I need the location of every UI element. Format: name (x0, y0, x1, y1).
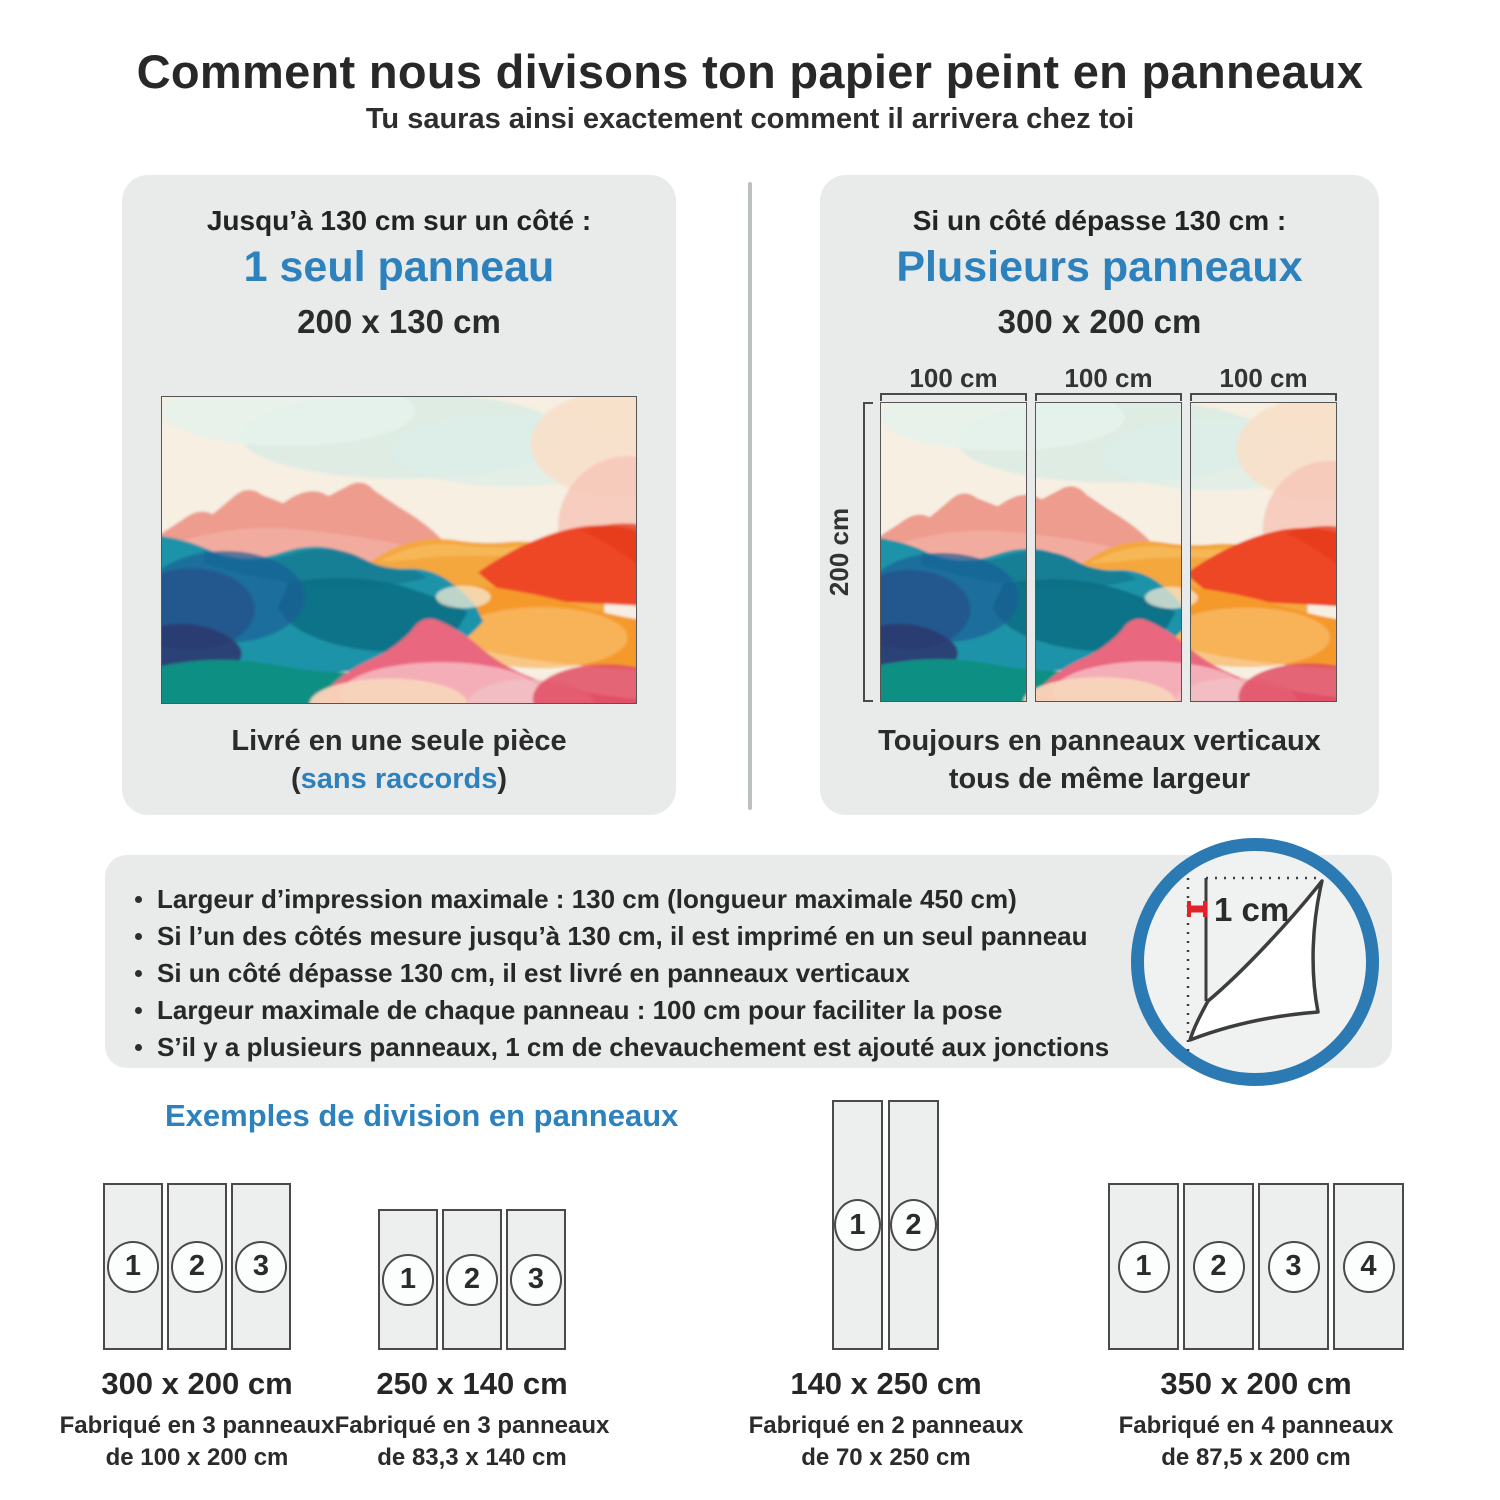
single-panel-size: 200 x 130 cm (297, 303, 501, 340)
example-size: 300 x 200 cm (101, 1366, 293, 1401)
desc-line: de 83,3 x 140 cm (377, 1444, 567, 1471)
multi-panel-card (820, 175, 1379, 815)
example-4-caption (1076, 1366, 1436, 1474)
desc-line: Fabriqué en 4 panneaux (1118, 1412, 1394, 1439)
width-label-2: 100 cm (1064, 363, 1153, 393)
multi-panel-caption (820, 722, 1379, 798)
desc-line: Fabriqué en 3 panneaux (334, 1412, 610, 1439)
single-panel-caption (122, 722, 676, 798)
example-panel (231, 1183, 291, 1350)
examples-heading: Exemples de division en panneaux (165, 1098, 679, 1133)
rule-text: S’il y a plusieurs panneaux, 1 cm de chevauchement est ajouté aux jonctions (157, 1032, 1110, 1062)
example-4-panels (1108, 1183, 1404, 1350)
example-panel (506, 1209, 566, 1350)
caption-line-1: Toujours en panneaux verticaux (878, 725, 1321, 757)
red-measure-mark (1188, 901, 1206, 917)
caption-line-2: tous de même largeur (948, 763, 1251, 795)
panel-number-badge: 2 (171, 1241, 223, 1293)
desc-line: de 70 x 250 cm (801, 1444, 971, 1471)
wallpaper-preview-panels (880, 402, 1337, 702)
desc-line: Fabriqué en 3 panneaux (59, 1412, 335, 1439)
desc-line: de 100 x 200 cm (105, 1444, 289, 1471)
panel-number-badge: 3 (510, 1254, 562, 1306)
example-1-panels (103, 1183, 291, 1350)
example-panel (888, 1100, 939, 1350)
overlap-value-label: 1 cm (1214, 891, 1290, 928)
example-panel (1108, 1183, 1179, 1350)
panel-number-badge: 4 (1343, 1241, 1395, 1293)
panel-height-label: 200 cm (824, 507, 854, 597)
wallpaper-panel-3 (1190, 402, 1337, 702)
paren-close: ) (497, 763, 507, 795)
panel-number-badge: 1 (107, 1241, 159, 1293)
measure-bracket-icon (1190, 393, 1337, 401)
desc-line: de 87,5 x 200 cm (1161, 1444, 1351, 1471)
example-3-caption (706, 1366, 1066, 1474)
example-3-panels (832, 1100, 939, 1350)
multi-panel-size: 300 x 200 cm (997, 303, 1202, 340)
panel-number-badge: 1 (834, 1199, 881, 1251)
example-desc (292, 1410, 652, 1474)
measure-bracket-icon (880, 393, 1027, 401)
width-measure-brackets (880, 393, 1337, 401)
panel-number-badge: 1 (382, 1254, 434, 1306)
example-panel (442, 1209, 502, 1350)
page-curl-icon (1144, 851, 1366, 1073)
example-size: 250 x 140 cm (376, 1366, 568, 1401)
wallpaper-panel-1 (880, 402, 1027, 702)
wallpaper-panel-2 (1035, 402, 1182, 702)
example-panel (1333, 1183, 1404, 1350)
multi-panel-highlight: Plusieurs panneaux (896, 243, 1303, 291)
example-panel (167, 1183, 227, 1350)
single-panel-condition: Jusqu’à 130 cm sur un côté : (206, 205, 592, 236)
width-label-1: 100 cm (909, 363, 998, 393)
page-title: Comment nous divisons ton papier peint en panneaux (136, 45, 1364, 98)
example-panel (378, 1209, 438, 1350)
rule-text: Si l’un des côtés mesure jusqu’à 130 cm, il est imprimé en un seul panneau (157, 921, 1088, 951)
example-panel (1258, 1183, 1329, 1350)
paren-open: ( (290, 763, 301, 795)
overlap-badge (1131, 838, 1379, 1086)
measure-bracket-icon (1035, 393, 1182, 401)
panel-number-badge: 2 (1193, 1241, 1245, 1293)
example-panel (832, 1100, 883, 1350)
example-panel (103, 1183, 163, 1350)
height-measure-bracket-icon (863, 402, 873, 702)
page-subtitle: Tu sauras ainsi exactement comment il arrivera chez toi (365, 103, 1135, 135)
panel-number-badge: 3 (1268, 1241, 1320, 1293)
example-size: 350 x 200 cm (1160, 1366, 1352, 1401)
single-panel-card (122, 175, 676, 815)
rule-text: Largeur d’impression maximale : 130 cm (longueur maximale 450 cm) (157, 884, 1017, 914)
wallpaper-preview-single (161, 396, 637, 704)
sans-raccords-note: sans raccords (300, 763, 498, 795)
panel-number-badge: 2 (890, 1199, 937, 1251)
panel-width-labels (880, 363, 1337, 394)
example-2-panels (378, 1209, 566, 1350)
rule-text: Si un côté dépasse 130 cm, il est livré en panneaux verticaux (157, 958, 910, 988)
panel-number-badge: 1 (1118, 1241, 1170, 1293)
single-panel-highlight: 1 seul panneau (243, 243, 555, 291)
desc-line: Fabriqué en 2 panneaux (748, 1412, 1024, 1439)
multi-panel-condition: Si un côté dépasse 130 cm : (912, 205, 1287, 236)
panel-number-badge: 2 (446, 1254, 498, 1306)
rule-text: Largeur maximale de chaque panneau : 100 cm pour faciliter la pose (157, 995, 1003, 1025)
example-panel (1183, 1183, 1254, 1350)
card-divider (748, 182, 752, 810)
example-desc (706, 1410, 1066, 1474)
example-2-caption (292, 1366, 652, 1474)
caption-line: Livré en une seule pièce (231, 725, 567, 757)
panel-number-badge: 3 (235, 1241, 287, 1293)
example-size: 140 x 250 cm (790, 1366, 982, 1401)
example-desc (1076, 1410, 1436, 1474)
width-label-3: 100 cm (1219, 363, 1308, 393)
